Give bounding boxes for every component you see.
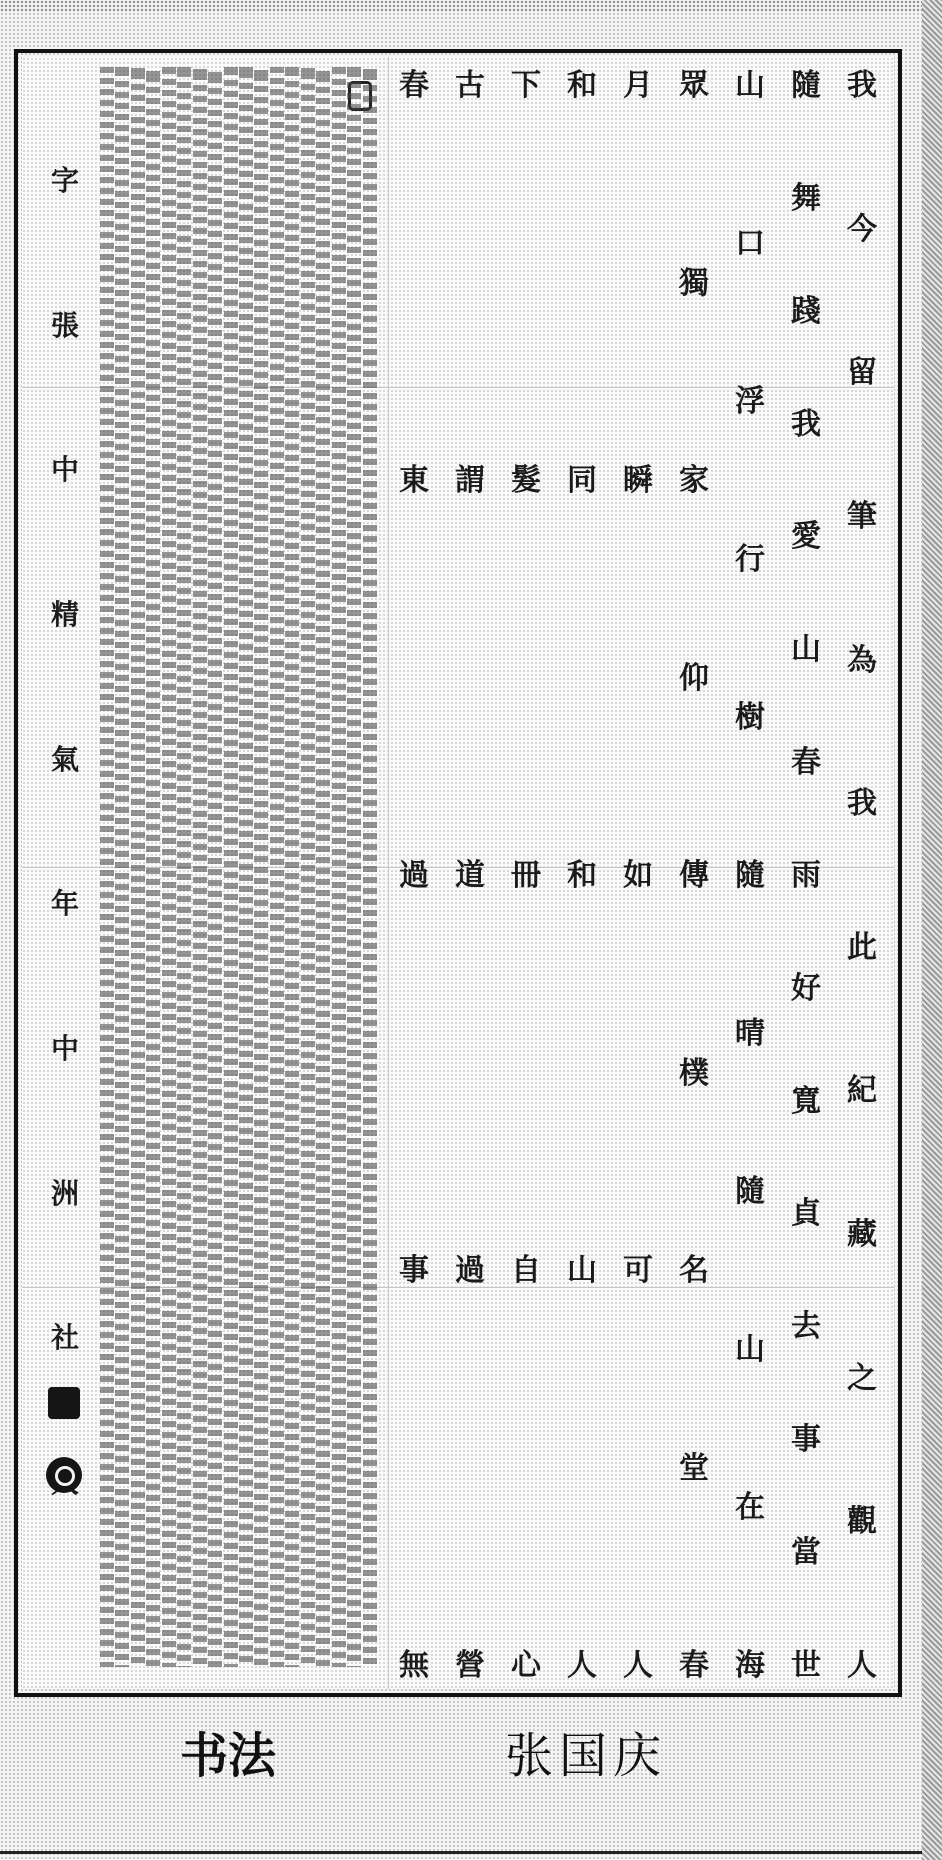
calligraphy-column (386, 68, 442, 1683)
bottom-rule (0, 1851, 922, 1854)
calligraphy-character: 謂 (455, 463, 485, 498)
calligraphy-character: 踐 (791, 293, 821, 329)
caption-title: 书法 (180, 1728, 277, 1784)
calligraphy-character: 無 (399, 1648, 429, 1683)
calligraphy-character: 山 (567, 1253, 597, 1288)
inscription-character: 洲 (50, 1176, 79, 1210)
small-text-column (131, 67, 145, 1667)
calligraphy-character: 瞬 (623, 463, 653, 498)
calligraphy-character: 事 (399, 1253, 429, 1288)
artist-inscription (40, 164, 90, 1497)
calligraphy-character: 海 (735, 1648, 765, 1683)
calligraphy-character: 去 (791, 1309, 821, 1345)
calligraphy-character: 獨 (679, 265, 709, 301)
calligraphy-character: 營 (455, 1648, 485, 1683)
calligraphy-character: 口 (735, 226, 765, 261)
calligraphy-character: 今 (847, 211, 877, 247)
calligraphy-character: 行 (735, 542, 765, 577)
calligraphy-character: 山 (735, 68, 765, 103)
inscription-character: 氣 (50, 742, 79, 776)
calligraphy-character: 眾 (679, 68, 709, 103)
calligraphy-character: 可 (623, 1253, 653, 1288)
calligraphy-character: 我 (791, 406, 821, 442)
calligraphy-character: 如 (623, 858, 653, 893)
small-text-column (332, 67, 346, 1667)
small-text-column (115, 67, 129, 1667)
calligraphy-character: 我 (847, 68, 877, 103)
calligraphy-character: 貞 (791, 1196, 821, 1232)
calligraphy-character: 之 (847, 1360, 877, 1396)
small-text-column (224, 67, 238, 1667)
calligraphy-column (778, 68, 834, 1683)
calligraphy-character: 和 (567, 68, 597, 103)
calligraphy-character: 名 (679, 1253, 709, 1288)
calligraphy-character: 仰 (679, 660, 709, 696)
small-script-text (100, 67, 378, 1677)
small-text-column (177, 67, 191, 1667)
calligraphy-paper (22, 57, 894, 1689)
calligraphy-character: 山 (791, 632, 821, 668)
calligraphy-character: 好 (791, 970, 821, 1006)
small-text-column (316, 67, 330, 1667)
calligraphy-character: 當 (791, 1534, 821, 1570)
calligraphy-column (834, 68, 890, 1683)
calligraphy-character: 樹 (735, 700, 765, 735)
calligraphy-column (666, 68, 722, 1683)
seal-stamp-round (46, 1457, 82, 1493)
calligraphy-character: 心 (511, 1648, 541, 1683)
calligraphy-character: 古 (455, 68, 485, 103)
calligraphy-character: 下 (511, 68, 541, 103)
small-text-column (146, 67, 160, 1667)
calligraphy-character: 浮 (735, 384, 765, 419)
calligraphy-character: 隨 (735, 1174, 765, 1209)
small-text-column (285, 67, 299, 1667)
calligraphy-character: 我 (847, 786, 877, 822)
inscription-character: 社 (50, 1321, 79, 1355)
small-text-column (162, 67, 176, 1667)
calligraphy-character: 山 (735, 1332, 765, 1367)
small-text-column (347, 67, 361, 1667)
calligraphy-character: 愛 (791, 519, 821, 555)
inscription-character: 字 (50, 164, 79, 197)
calligraphy-character: 過 (455, 1253, 485, 1288)
calligraphy-character: 人 (623, 1648, 653, 1683)
calligraphy-character: 為 (847, 642, 877, 678)
calligraphy-character: 寬 (791, 1083, 821, 1119)
inscription-character: 張 (50, 308, 79, 342)
calligraphy-character: 雨 (791, 857, 821, 893)
calligraphy-character: 事 (791, 1422, 821, 1458)
calligraphy-character: 道 (455, 858, 485, 893)
calligraphy-character: 在 (735, 1490, 765, 1525)
inscription-character: 中 (50, 453, 79, 487)
calligraphy-character: 留 (847, 355, 877, 391)
calligraphy-column (610, 68, 666, 1683)
calligraphy-character: 東 (399, 463, 429, 498)
caption-author: 张国庆 (505, 1728, 668, 1784)
calligraphy-character: 家 (679, 463, 709, 498)
calligraphy-column (442, 68, 498, 1683)
calligraphy-character: 世 (791, 1647, 821, 1683)
calligraphy-character: 春 (791, 745, 821, 781)
artwork-frame (14, 49, 902, 1697)
inscription-character: 年 (50, 887, 79, 921)
small-text-column (239, 67, 253, 1667)
calligraphy-character: 筆 (847, 498, 877, 534)
small-text-column (270, 67, 284, 1667)
calligraphy-character: 月 (623, 68, 653, 103)
main-calligraphy-grid (390, 68, 890, 1683)
calligraphy-character: 觀 (847, 1504, 877, 1540)
calligraphy-character: 自 (511, 1253, 541, 1288)
calligraphy-character: 此 (847, 929, 877, 965)
calligraphy-column (722, 68, 778, 1683)
inscription-character: 中 (50, 1031, 79, 1065)
page-top-edge (0, 0, 942, 12)
small-text-column (100, 67, 114, 1667)
calligraphy-character: 春 (399, 68, 429, 103)
small-text-column (254, 67, 268, 1667)
calligraphy-column (554, 68, 610, 1683)
calligraphy-character: 樸 (679, 1055, 709, 1091)
seal-stamp-square (48, 1387, 80, 1419)
calligraphy-character: 和 (567, 858, 597, 893)
page-right-edge (922, 0, 942, 1860)
calligraphy-character: 隨 (735, 858, 765, 893)
calligraphy-character: 人 (847, 1647, 877, 1683)
calligraphy-character: 人 (567, 1648, 597, 1683)
calligraphy-column (498, 68, 554, 1683)
calligraphy-character: 藏 (847, 1217, 877, 1252)
calligraphy-character: 堂 (679, 1450, 709, 1486)
small-text-column (301, 67, 315, 1667)
calligraphy-character: 過 (399, 858, 429, 893)
inscription-character: 精 (50, 597, 79, 631)
calligraphy-character: 紀 (847, 1073, 877, 1109)
calligraphy-character: 同 (567, 463, 597, 498)
calligraphy-character: 舞 (791, 180, 821, 216)
small-text-column (208, 67, 222, 1667)
small-text-column (363, 67, 377, 1667)
calligraphy-character: 春 (679, 1648, 709, 1683)
calligraphy-character: 冊 (511, 858, 541, 893)
calligraphy-character: 隨 (791, 68, 821, 103)
calligraphy-character: 髮 (511, 463, 541, 498)
small-text-column (193, 67, 207, 1667)
calligraphy-character: 傳 (679, 858, 709, 893)
calligraphy-character: 晴 (735, 1016, 765, 1051)
